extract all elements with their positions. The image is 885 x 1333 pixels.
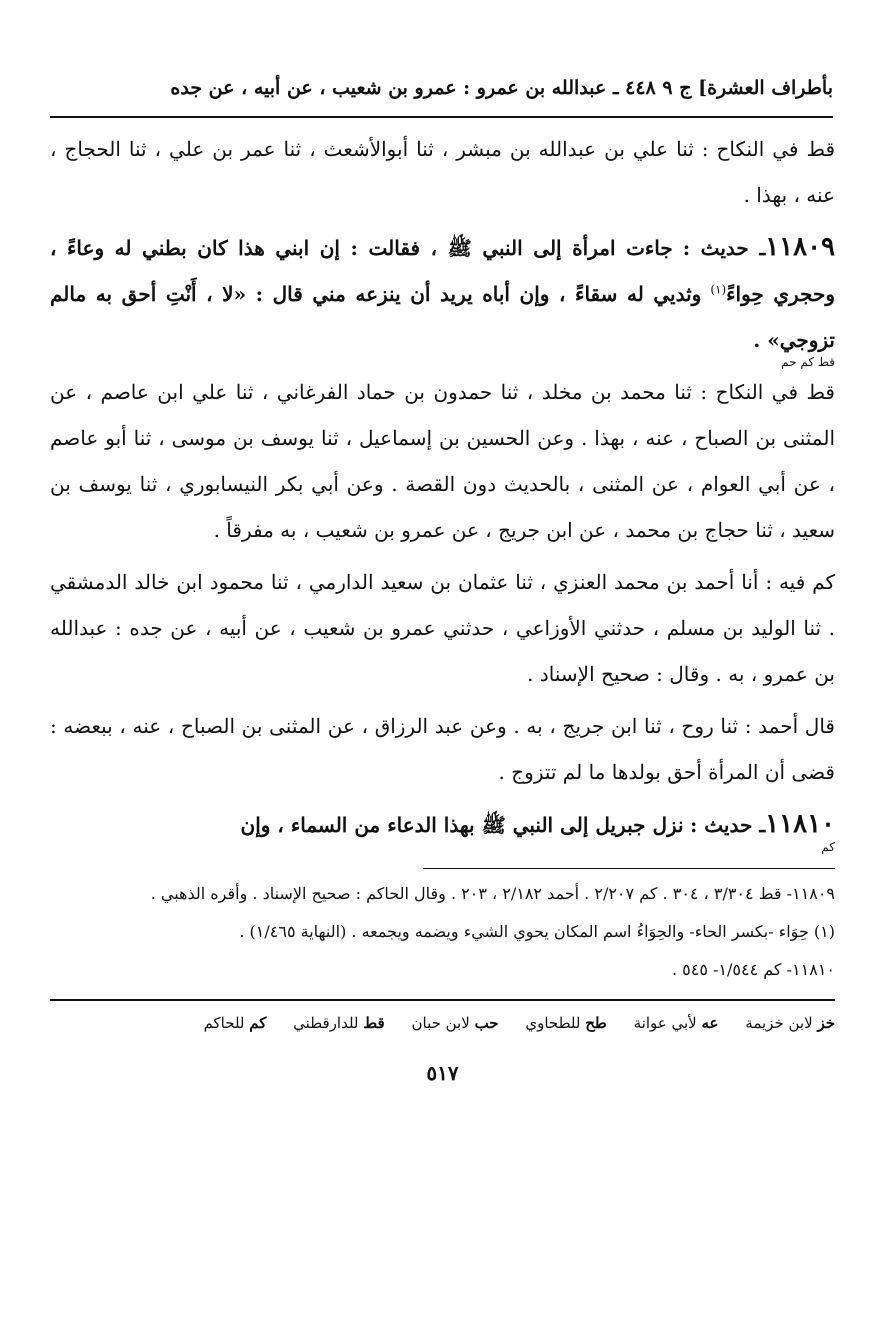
footnote-1: (١) حِوَاء -بكسر الحاء- والحِوَاءُ اسم المكان يحوي الشيء ويضمه ويجمعه . (النهاية ١/٤٦٥) . <box>239 922 835 941</box>
abbreviation-legend <box>50 1001 835 1045</box>
page-number: ٥١٧ <box>426 1061 459 1085</box>
footnote-11809: ١١٨٠٩- قط ٣/٣٠٤ ، ٣٠٤ . كم ٢/٢٠٧ . أحمد ٢/١٨٢ ، ٢٠٣ . وقال الحاكم : صحيح الإسناد . وأقره الذهبي . <box>150 884 835 903</box>
hadith-11809 <box>50 224 835 369</box>
source-sigla: قط كم حم <box>781 355 835 369</box>
footnote-marker: (١) <box>710 282 727 297</box>
main-text <box>50 118 835 854</box>
legend-item: عه لأبي عوانة <box>633 1014 719 1032</box>
footnote-11810: ١١٨١٠- كم ١/٥٤٤- ٥٤٥ . <box>671 960 835 979</box>
paragraph-qt-nikah-2: قط في النكاح : ثنا محمد بن مخلد ، ثنا حمدون بن حماد الفرغاني ، ثنا علي ابن عاصم ، عن المثنى بن الصباح ، عنه ، بهذا . وعن الحسين بن إسماعيل ، ثنا يوسف بن موسى ، ثنا أبو عاصم ، عن أبي العوام ، عن المثنى ، بالحديث دون القصة . وعن أبي بكر النيسابوري ، ثنا يوسف بن سعيد ، ثنا حجاج بن محمد ، عن ابن جريج ، عن عمرو بن شعيب ، به مفرقاً . <box>50 380 835 542</box>
hadith-number: ١١٨١٠ <box>765 809 835 839</box>
source-sigla: كم <box>821 840 835 854</box>
running-header: بأطراف العشرة] ج ٩ ٤٤٨ ـ عبدالله بن عمرو : عمرو بن شعيب ، عن أبيه ، عن جده <box>50 70 833 118</box>
footnotes <box>50 869 835 987</box>
paragraph-km: كم فيه : أنا أحمد بن محمد العنزي ، ثنا عثمان بن سعيد الدارمي ، ثنا محمود ابن خالد الدمشقي . ثنا الوليد بن مسلم ، حدثني الأوزاعي ، حدثني عمرو بن شعيب ، عن أبيه ، عن جده : عبدالله بن عمرو ، به . وقال : صحيح الإسناد . <box>50 570 835 686</box>
hadith-11810 <box>50 801 835 854</box>
legend-item: خز لابن خزيمة <box>745 1014 835 1032</box>
hadith-text: جاءت امرأة إلى النبي ﷺ ، فقالت : إن ابني هذا كان بطني له وعاءً ، وحجري حِواءً <box>50 236 835 306</box>
legend-item: كم للحاكم <box>203 1014 267 1032</box>
hadith-text-cont: وثديي له سقاءً ، وإن أباه يريد أن ينزعه مني قال : «لا ، أَنْتِ أحق به مالم تزوجي» . <box>50 282 835 352</box>
paragraph-ahmad: قال أحمد : ثنا روح ، ثنا ابن جريج ، به . وعن عبد الرزاق ، عن المثنى بن الصباح ، عنه ، ببعضه : قضى أن المرأة أحق بولدها ما لم تتزوج . <box>50 714 835 784</box>
hadith-number: ١١٨٠٩ <box>765 232 836 262</box>
hadith-label: ـ حديث : <box>689 813 766 837</box>
legend-item: حب لابن حبان <box>411 1014 499 1032</box>
legend-item: طح للطحاوي <box>525 1014 607 1032</box>
paragraph-qt-nikah-1: قط في النكاح : ثنا علي بن عبدالله بن مبشر ، ثنا أبوالأشعث ، ثنا عمر بن علي ، ثنا الحجاج ، عنه ، بهذا . <box>50 137 835 207</box>
legend-item: قط للدارقطني <box>293 1014 385 1032</box>
hadith-text: نزل جبريل إلى النبي ﷺ بهذا الدعاء من السماء ، وإن <box>240 813 684 837</box>
hadith-label: ـ حديث : <box>682 236 766 260</box>
